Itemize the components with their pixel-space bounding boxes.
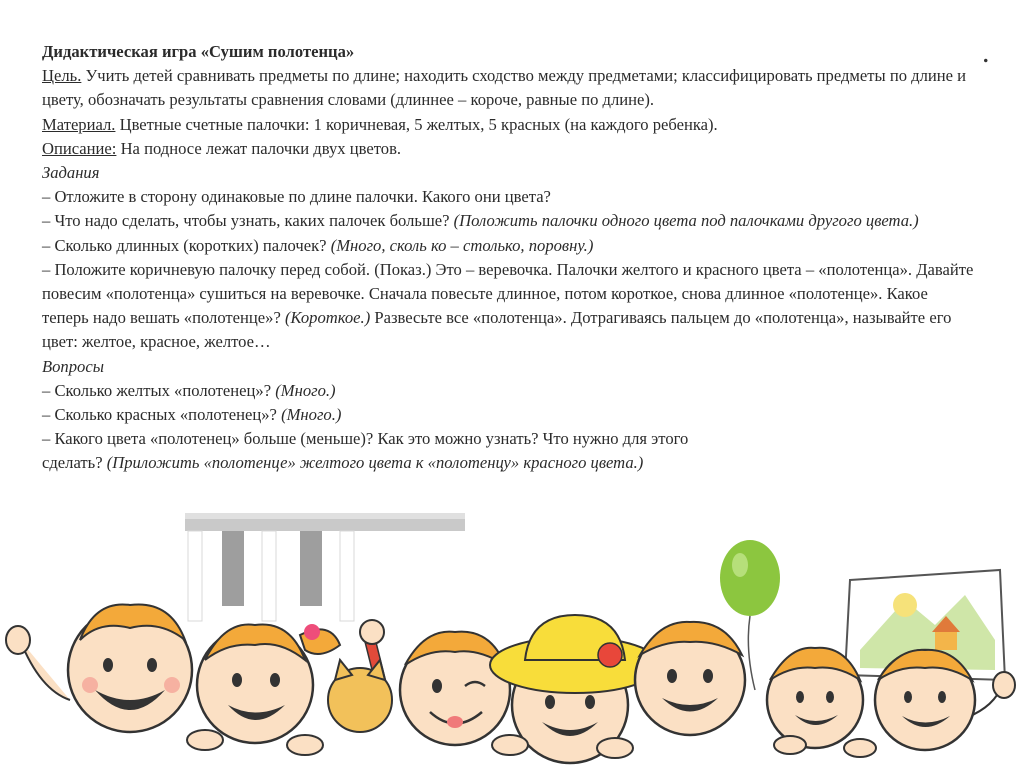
slide-text — [42, 40, 977, 476]
task-item — [42, 209, 977, 233]
task-hint: (Положить палочки одного цвета под палочками другого цвета.) — [453, 211, 919, 231]
question-text: – Сколько красных «полотенец»? — [42, 405, 282, 425]
goal-text: Учить детей сравнивать предметы по длине; находить сходство между предметами; классифицировать предметы по длине и цвету, обозначать результаты сравнения словами (длиннее – короче, равные по длине). — [42, 66, 967, 110]
material-label: Материал. — [42, 114, 116, 134]
slide-dot: . — [982, 36, 990, 69]
task-text: – Положите коричневую палочку перед собой. (Показ.) Это – веревочка. Палочки желтого и красного цвета – «полотенца». Давайте повесим «полотенца» сушиться на веревочке. Сначала повесьте длинное, потом короткое, снова длинное «полотенце». Какое теперь надо вешать «полотенце»? — [42, 259, 974, 328]
question-hint: (Приложить «полотенце» желтого цвета к «полотенцу» красного цвета.) — [106, 453, 644, 473]
question-hint: (Много.) — [275, 380, 336, 400]
question-item — [42, 427, 977, 475]
children-illustration — [0, 505, 1024, 767]
material-paragraph — [42, 113, 977, 137]
children-group-icon — [68, 604, 975, 763]
task-text: – Сколько длинных (коротких) палочек? — [42, 235, 331, 255]
task-item: – Отложите в сторону одинаковые по длине палочки. Какого они цвета? — [42, 187, 551, 207]
slide-title: Дидактическая игра «Сушим полотенца» — [42, 42, 355, 61]
description-label: Описание: — [42, 138, 117, 158]
task-item — [42, 258, 977, 355]
question-item — [42, 403, 977, 427]
task-hint: (Короткое.) — [284, 308, 371, 328]
question-text: – Какого цвета «полотенец» больше (меньше)? Как это можно узнать? Что нужно для этого — [42, 429, 689, 449]
task-text: – Что надо сделать, чтобы узнать, каких палочек больше? — [42, 211, 454, 231]
description-text: На подносе лежат палочки двух цветов. — [116, 138, 402, 158]
task-hint: (Много, сколь ко – столько, поровну.) — [330, 235, 594, 255]
question-text: – Сколько желтых «полотенец»? — [42, 380, 276, 400]
material-text: Цветные счетные палочки: 1 коричневая, 5 желтых, 5 красных (на каждого ребенка). — [115, 114, 718, 134]
question-hint: (Много.) — [281, 405, 342, 425]
task-text: Развесьте все «полотенца». Дотрагиваясь пальцем до «полотенца», называйте его цвет: желтое, красное, желтое… — [42, 308, 952, 352]
towel-sticks-icon — [185, 513, 465, 621]
goal-paragraph — [42, 64, 977, 112]
description-paragraph — [42, 137, 977, 161]
question-text: сделать? — [42, 453, 107, 473]
goal-label: Цель. — [42, 66, 82, 86]
task-item — [42, 234, 977, 258]
questions-heading: Вопросы — [42, 356, 104, 376]
question-item — [42, 379, 977, 403]
tasks-heading: Задания — [42, 163, 100, 183]
